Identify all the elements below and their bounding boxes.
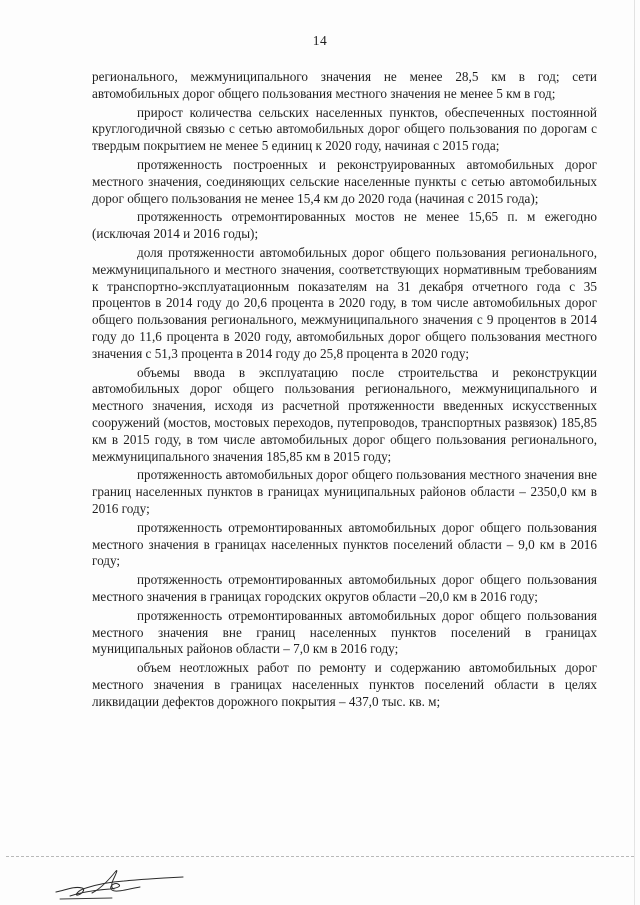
paragraph: протяженность автомобильных дорог общего пользования местного значения вне границ населенных пунктов в границах муниципальных районов области – 2350,0 км в 2016 году; [92,467,597,516]
page-divider [6,856,634,857]
scan-edge [634,0,635,905]
paragraph: протяженность отремонтированных автомобильных дорог общего пользования местного значения в границах городских округов области –20,0 км в 2016 году; [92,572,597,604]
paragraph: доля протяженности автомобильных дорог общего пользования регионального, межмуниципального и местного значения, соответствующих нормативным требованиям к транспортно-эксплуатационным показателям на 31 декабря отчетного года с 35 процентов в 2014 году до 20,6 процента в 2020 году, в том числе автомобильных дорог общего пользования регионального, межмуниципального значения с 9 процентов в 2014 году до 11,6 процента в 2020 году, автомобильных дорог общего пользования местного значения с 51,3 процента в 2014 году до 25,8 процента в 2020 году; [92,244,597,361]
paragraph: регионального, межмуниципального значения не менее 28,5 км в год; сети автомобильных дорог общего пользования местного значения не менее 5 км в год; [92,69,597,101]
paragraph: объем неотложных работ по ремонту и содержанию автомобильных дорог местного значения в границах населенных пунктов поселений области в целях ликвидации дефектов дорожного покрытия – 437,0 тыс. кв. м; [92,660,597,709]
paragraph: протяженность отремонтированных автомобильных дорог общего пользования местного значения вне границ населенных пунктов поселений в границах муниципальных районов области – 7,0 км в 2016 году; [92,607,597,657]
paragraph: объемы ввода в эксплуатацию после строительства и реконструкции автомобильных дорог общего пользования регионального, межмуниципального и местного значения, исходя из расчетной протяженности введенных искусственных сооружений (мостов, мостовых переходов, путепроводов, транспортных развязок) 185,85 км в 2015 году, в том числе автомобильных дорог общего пользования регионального, межмуниципального значения 185,85 км в 2015 году; [92,364,597,464]
document-body [92,69,597,712]
paragraph: прирост количества сельских населенных пунктов, обеспеченных постоянной круглогодичной связью с сетью автомобильных дорог общего пользования по дорогам с твердым покрытием не менее 5 единиц к 2020 году, начиная с 2015 года; [92,104,597,154]
paragraph: протяженность отремонтированных автомобильных дорог общего пользования местного значения в границах населенных пунктов поселений области – 9,0 км в 2016 году; [92,519,597,569]
page-number: 14 [312,33,328,48]
paragraph: протяженность отремонтированных мостов не менее 15,65 п. м ежегодно (исключая 2014 и 2016 годы); [92,209,597,242]
paragraph: протяженность построенных и реконструированных автомобильных дорог местного значения, соединяющих сельские населенные пункты с сетью автомобильных дорог общего пользования не менее 15,4 км до 2020 года (начиная с 2015 года); [92,156,597,206]
signature-icon [52,862,187,902]
